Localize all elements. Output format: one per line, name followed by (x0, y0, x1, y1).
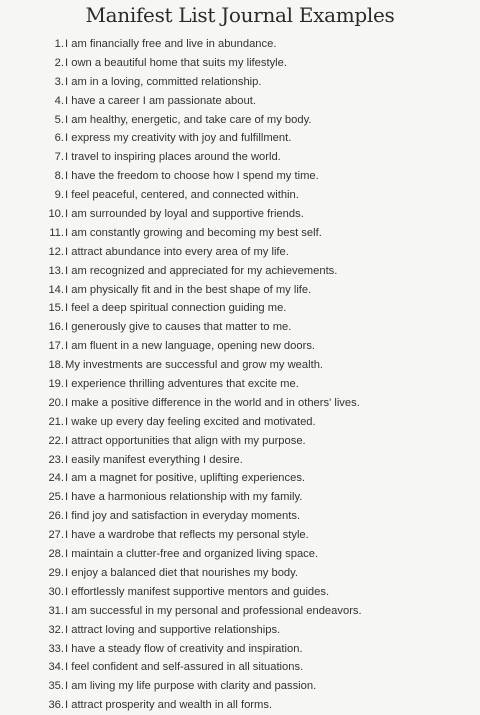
list-item (0, 186, 480, 205)
list-item-number: 21. (48, 415, 64, 428)
list-item (0, 337, 480, 356)
list-item (0, 224, 480, 243)
list-item (0, 318, 480, 337)
list-item-number: 8. (54, 170, 64, 183)
list-item (0, 35, 480, 54)
list-item-number: 35. (48, 680, 64, 693)
list-item-number: 14. (48, 283, 64, 296)
list-item (0, 677, 480, 696)
list-item-text: I am financially free and live in abundance. (65, 38, 277, 50)
list-item-text: I feel peaceful, centered, and connected within. (65, 189, 299, 202)
list-item (0, 451, 480, 470)
list-item-text: I attract loving and supportive relationships. (65, 623, 281, 636)
list-item (0, 526, 480, 545)
list-item (0, 602, 480, 621)
list-item (0, 54, 480, 73)
list-item (0, 167, 480, 186)
list-item-number: 33. (48, 642, 64, 655)
list-item-text: My investments are successful and grow my wealth. (65, 359, 324, 372)
list-item-number: 25. (48, 491, 64, 504)
list-item-number: 17. (48, 340, 64, 353)
list-item-number: 12. (48, 245, 64, 258)
list-item-number: 30. (48, 585, 64, 598)
list-item-text: I have a career I am passionate about. (65, 94, 256, 107)
list-item-number: 22. (48, 434, 64, 447)
list-item-number: 34. (48, 661, 64, 674)
list-item-text: I have the freedom to choose how I spend my time. (65, 170, 319, 183)
list-item (0, 73, 480, 92)
list-item (0, 92, 480, 111)
list-item-text: I generously give to causes that matter to me. (65, 321, 292, 334)
list-item-text: I enjoy a balanced diet that nourishes my body. (65, 566, 299, 579)
list-item (0, 148, 480, 167)
list-item (0, 394, 480, 413)
list-item (0, 205, 480, 224)
list-item (0, 262, 480, 281)
list-item-text: I maintain a clutter-free and organized living space. (65, 548, 319, 561)
list-item-text: I wake up every day feeling excited and motivated. (65, 415, 316, 428)
list-item (0, 621, 480, 640)
list-item-text: I am in a loving, committed relationship. (65, 75, 262, 88)
list-item-number: 23. (48, 453, 64, 466)
list-item-text: I express my creativity with joy and fulfillment. (65, 132, 292, 145)
list-item-number: 18. (48, 359, 64, 372)
list-item-number: 32. (48, 623, 64, 636)
list-item (0, 488, 480, 507)
list-item-number: 1. (54, 38, 64, 50)
list-item-text: I am successful in my personal and professional endeavors. (65, 604, 362, 617)
list-item-text: I am healthy, energetic, and take care of my body. (65, 113, 312, 126)
list-item-text: I travel to inspiring places around the world. (65, 151, 281, 164)
list-item-text: I effortlessly manifest supportive mentors and guides. (65, 585, 330, 598)
list-item-number: 7. (54, 151, 64, 164)
list-item-number: 28. (48, 548, 64, 561)
page-title: Manifest List Journal Examples (85, 3, 395, 27)
list-item (0, 111, 480, 130)
list-item-number: 5. (54, 113, 64, 126)
list-item (0, 545, 480, 564)
list-item-number: 4. (54, 94, 64, 107)
list-item-number: 27. (48, 529, 64, 542)
list-item-number: 36. (48, 699, 64, 712)
list-item-text: I easily manifest everything I desire. (65, 453, 243, 466)
list-item-text: I am living my life purpose with clarity and passion. (65, 680, 317, 693)
list-item-number: 19. (48, 378, 64, 391)
list-item (0, 640, 480, 659)
list-item (0, 507, 480, 526)
list-item-text: I am fluent in a new language, opening new doors. (65, 340, 316, 353)
list-item-text: I feel a deep spiritual connection guiding me. (65, 302, 287, 315)
list-item-number: 10. (48, 208, 64, 221)
list-item (0, 583, 480, 602)
list-item-text: I attract abundance into every area of my life. (65, 245, 289, 258)
list-item-number: 2. (54, 56, 64, 69)
list-item-text: I am physically fit and in the best shape of my life. (65, 283, 312, 296)
list-item-number: 6. (54, 132, 64, 145)
list-item-text: I have a wardrobe that reflects my personal style. (65, 529, 309, 542)
list-item-number: 3. (54, 75, 64, 88)
list-item-text: I am recognized and appreciated for my achievements. (65, 264, 338, 277)
list-item-text: I feel confident and self-assured in all situations. (65, 661, 304, 674)
list-item (0, 243, 480, 262)
list-item-text: I have a steady flow of creativity and inspiration. (65, 642, 303, 655)
list-item (0, 564, 480, 583)
list-item (0, 356, 480, 375)
list-item-text: I attract prosperity and wealth in all forms. (65, 699, 273, 712)
list-item-number: 11. (49, 226, 64, 239)
list-item (0, 281, 480, 300)
list-item-text: I have a harmonious relationship with my family. (65, 491, 303, 504)
list-item-number: 20. (48, 396, 64, 409)
list-item-number: 26. (48, 510, 64, 523)
list-item (0, 299, 480, 318)
list-item-text: I find joy and satisfaction in everyday moments. (65, 510, 301, 523)
list-item-number: 24. (48, 472, 64, 485)
list-item-number: 31. (48, 604, 64, 617)
list-item-text: I am a magnet for positive, uplifting experiences. (65, 472, 306, 485)
list-item-text: I own a beautiful home that suits my lifestyle. (65, 56, 287, 69)
list-item-number: 9. (54, 189, 64, 202)
list-item (0, 375, 480, 394)
list-item (0, 696, 480, 715)
list-item-text: I attract opportunities that align with my purpose. (65, 434, 306, 447)
list-item (0, 469, 480, 488)
list-item-text: I am surrounded by loyal and supportive friends. (65, 208, 304, 221)
list-item (0, 432, 480, 451)
list-item-text: I make a positive difference in the world and in others' lives. (65, 396, 360, 409)
manifest-list (0, 35, 480, 715)
list-item (0, 658, 480, 677)
list-item-number: 13. (48, 264, 64, 277)
list-item (0, 129, 480, 148)
list-item-number: 16. (48, 321, 64, 334)
list-item-text: I am constantly growing and becoming my best self. (65, 226, 322, 239)
list-item-number: 29. (48, 566, 64, 579)
list-item-number: 15. (48, 302, 64, 315)
list-item-text: I experience thrilling adventures that excite me. (65, 378, 299, 391)
list-item (0, 413, 480, 432)
